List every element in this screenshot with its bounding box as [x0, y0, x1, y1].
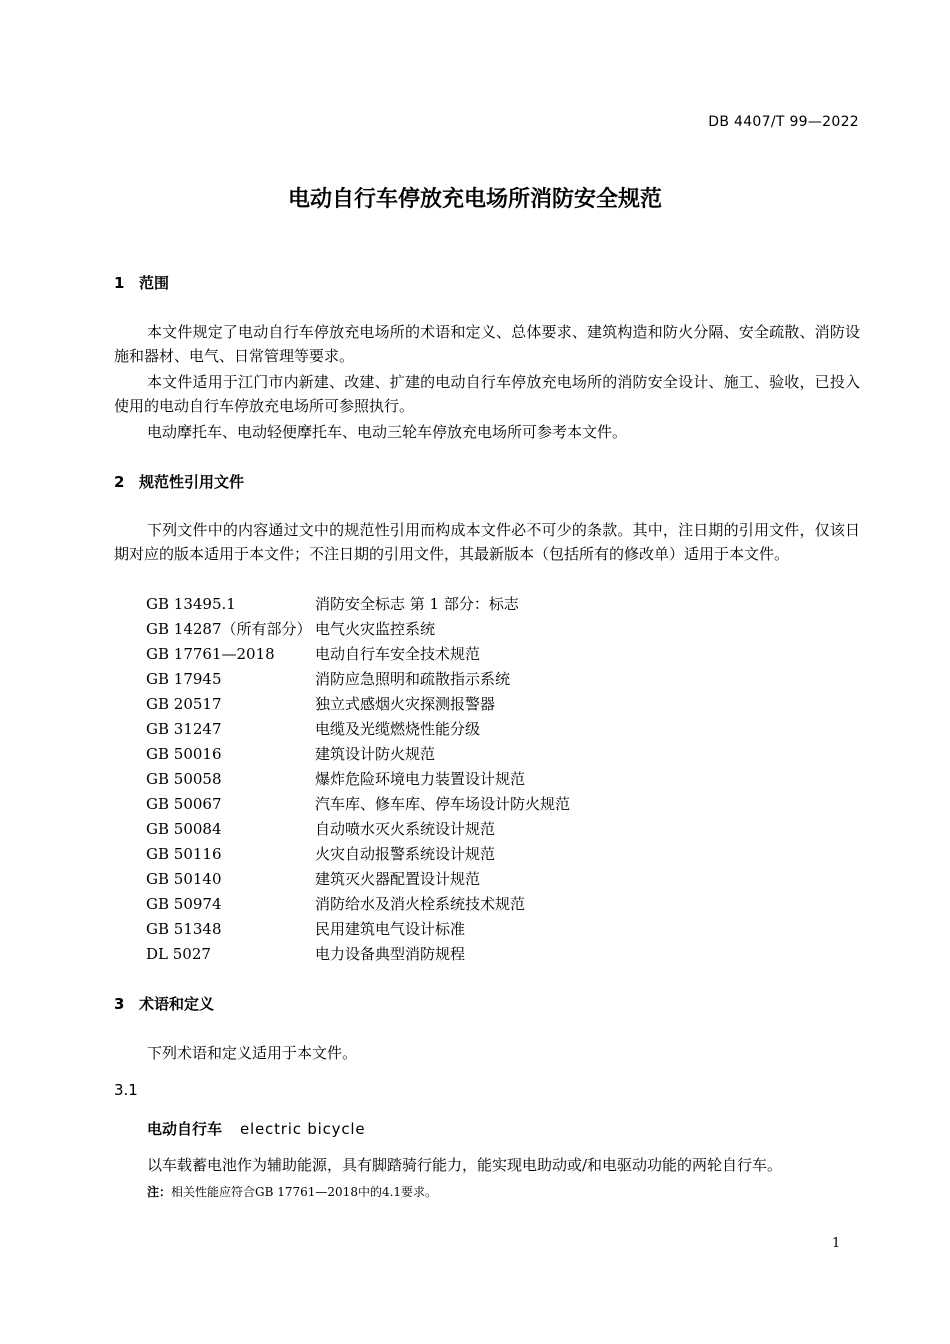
- section-title: 术语和定义: [139, 995, 215, 1013]
- reference-item: [146, 592, 570, 617]
- reference-code: GB 14287（所有部分）: [146, 620, 312, 638]
- reference-item: [146, 867, 570, 892]
- page-number: 1: [832, 1236, 841, 1251]
- reference-title: 民用建筑电气设计标准: [315, 920, 466, 938]
- section-number: 2: [114, 473, 125, 491]
- term-definition: 以车载蓄电池作为辅助能源，具有脚踏骑行能力，能实现电助动或/和电驱动功能的两轮自行车。: [147, 1156, 783, 1174]
- standard-code: DB 4407/T 99—2022: [708, 114, 859, 130]
- reference-code: GB 50140: [146, 870, 222, 888]
- scope-paragraph-1: 本文件规定了电动自行车停放充电场所的术语和定义、总体要求、建筑构造和防火分隔、安全疏散、消防设施和器材、电气、日常管理等要求。: [114, 323, 860, 365]
- scope-paragraph-2: 本文件适用于江门市内新建、改建、扩建的电动自行车停放充电场所的消防安全设计、施工、验收，已投入使用的电动自行车停放充电场所可参照执行。: [114, 373, 860, 415]
- reference-item: [146, 792, 570, 817]
- reference-item: [146, 742, 570, 767]
- reference-title: 消防应急照明和疏散指示系统: [315, 670, 511, 688]
- terms-intro-paragraph: 下列术语和定义适用于本文件。: [147, 1044, 358, 1062]
- reference-title: 电动自行车安全技术规范: [315, 645, 481, 663]
- section-3-heading: [114, 993, 214, 1014]
- note-text: 相关性能应符合GB 17761—2018中的4.1要求。: [171, 1185, 438, 1199]
- reference-title: 建筑灭火器配置设计规范: [315, 870, 481, 888]
- reference-item: [146, 692, 570, 717]
- term-english: electric bicycle: [240, 1120, 366, 1138]
- reference-item: [146, 842, 570, 867]
- term-entry: [147, 1118, 365, 1139]
- reference-code: GB 50067: [146, 795, 222, 813]
- reference-code: GB 31247: [146, 720, 222, 738]
- term-note: [147, 1183, 437, 1200]
- document-title: 电动自行车停放充电场所消防安全规范: [287, 187, 662, 212]
- term-chinese: 电动自行车: [147, 1120, 223, 1138]
- section-title: 规范性引用文件: [139, 473, 245, 491]
- reference-title: 爆炸危险环境电力装置设计规范: [315, 770, 526, 788]
- reference-code: GB 50058: [146, 770, 222, 788]
- reference-item: [146, 917, 570, 942]
- reference-title: 独立式感烟火灾探测报警器: [315, 695, 496, 713]
- section-2-heading: [114, 471, 244, 492]
- reference-item: [146, 642, 570, 667]
- section-number: 1: [114, 274, 125, 292]
- reference-item: [146, 617, 570, 642]
- scope-paragraph-3: 电动摩托车、电动轻便摩托车、电动三轮车停放充电场所可参考本文件。: [147, 423, 628, 441]
- reference-code: GB 50116: [146, 845, 222, 863]
- reference-title: 消防给水及消火栓系统技术规范: [315, 895, 526, 913]
- reference-title: 电气火灾监控系统: [315, 620, 436, 638]
- reference-item: [146, 892, 570, 917]
- reference-title: 消防安全标志 第 1 部分：标志: [315, 595, 519, 613]
- reference-code: GB 20517: [146, 695, 222, 713]
- reference-title: 电缆及光缆燃烧性能分级: [315, 720, 481, 738]
- note-label: 注：: [147, 1185, 172, 1199]
- clause-number: 3.1: [114, 1081, 138, 1099]
- reference-title: 电力设备典型消防规程: [315, 945, 466, 963]
- reference-code: GB 51348: [146, 920, 222, 938]
- reference-code: GB 50016: [146, 745, 222, 763]
- section-number: 3: [114, 995, 125, 1013]
- section-title: 范围: [139, 274, 170, 292]
- reference-item: [146, 942, 570, 967]
- reference-title: 汽车库、修车库、停车场设计防火规范: [315, 795, 571, 813]
- reference-item: [146, 817, 570, 842]
- reference-title: 建筑设计防火规范: [315, 745, 436, 763]
- reference-item: [146, 667, 570, 692]
- reference-code: GB 50084: [146, 820, 222, 838]
- reference-title: 火灾自动报警系统设计规范: [315, 845, 496, 863]
- reference-code: GB 17945: [146, 670, 222, 688]
- references-intro-paragraph: 下列文件中的内容通过文中的规范性引用而构成本文件必不可少的条款。其中，注日期的引用文件，仅该日期对应的版本适用于本文件；不注日期的引用文件，其最新版本（包括所有的修改单）适用于本文件。: [114, 521, 860, 563]
- section-1-heading: [114, 272, 169, 293]
- reference-title: 自动喷水灭火系统设计规范: [315, 820, 496, 838]
- reference-code: DL 5027: [146, 945, 211, 963]
- reference-list: [146, 592, 570, 967]
- reference-item: [146, 717, 570, 742]
- reference-code: GB 17761—2018: [146, 645, 275, 663]
- reference-item: [146, 767, 570, 792]
- reference-code: GB 13495.1: [146, 595, 236, 613]
- reference-code: GB 50974: [146, 895, 222, 913]
